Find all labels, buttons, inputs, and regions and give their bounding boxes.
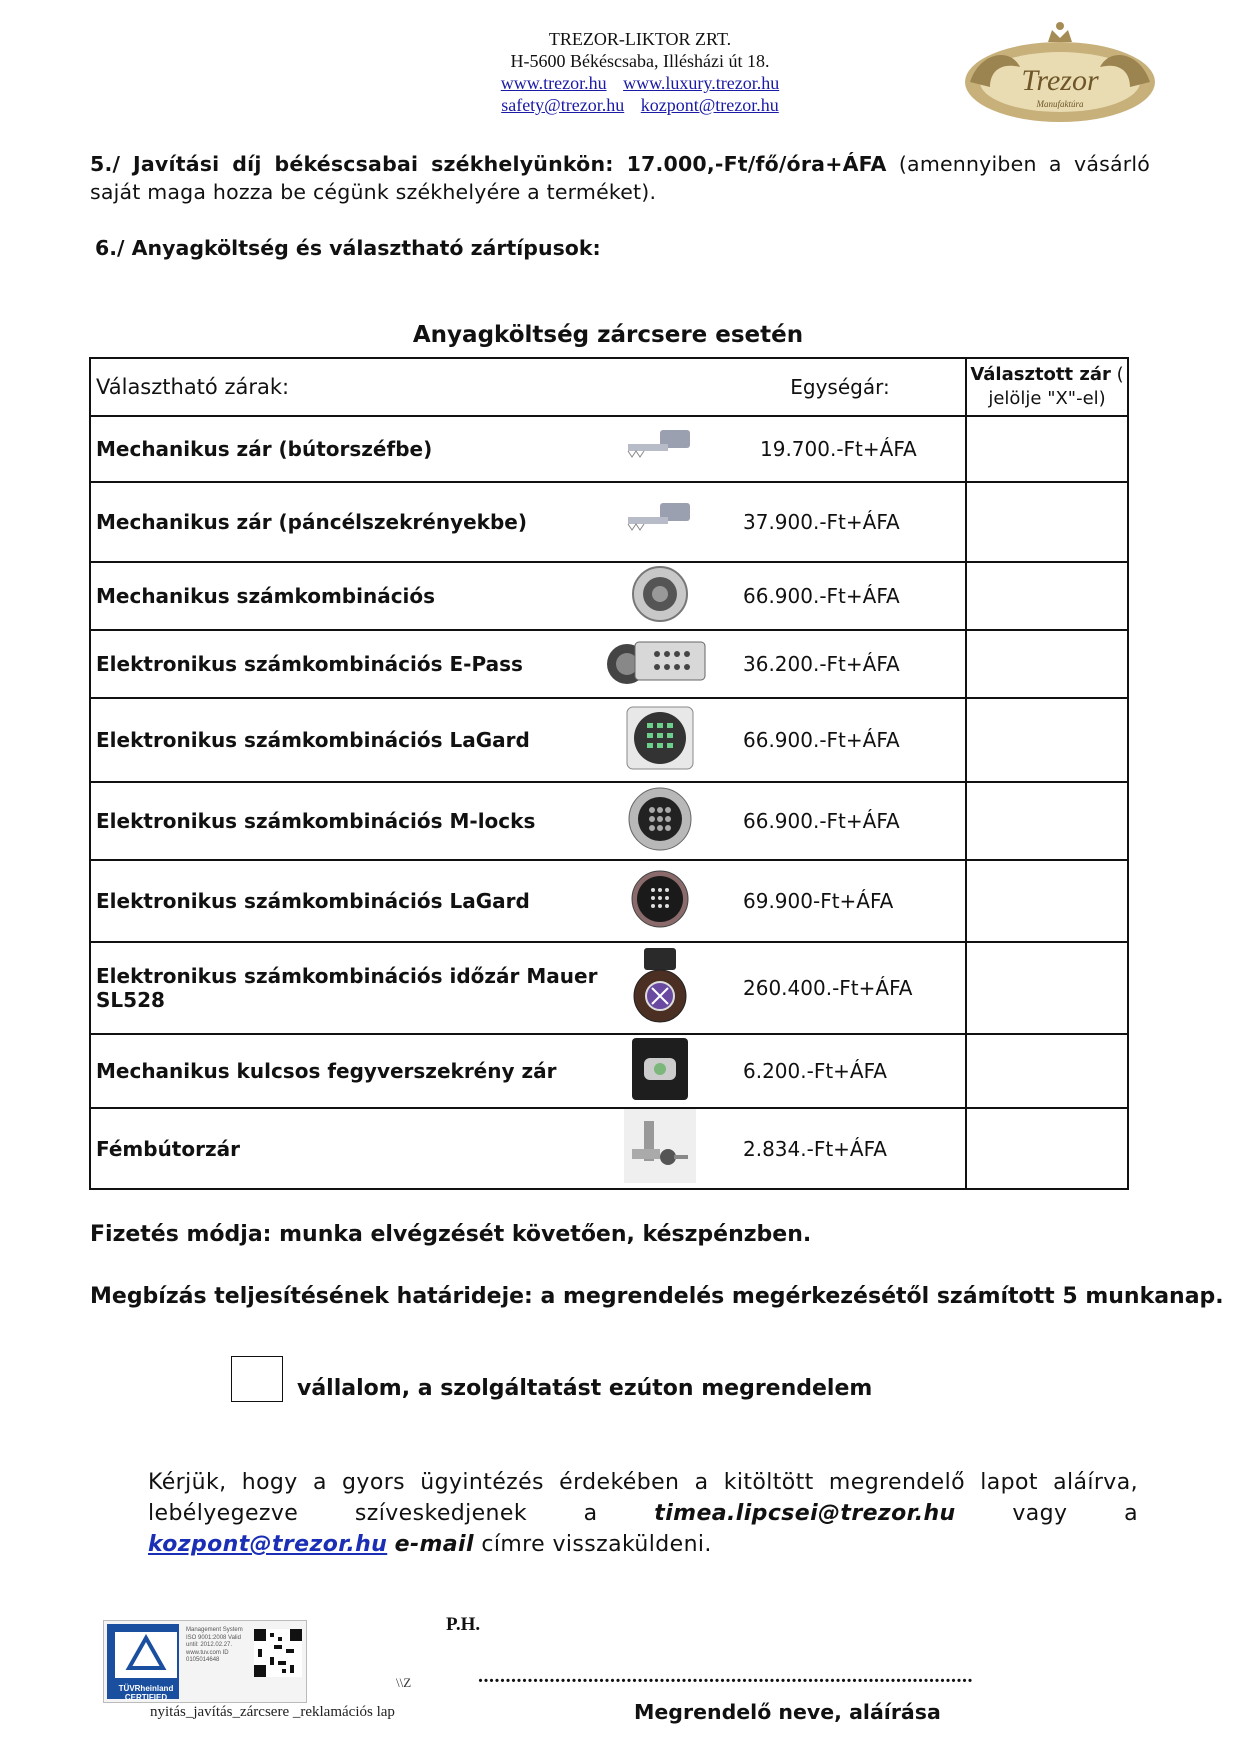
table-row xyxy=(90,482,1128,562)
touch-keypad-icon xyxy=(605,860,715,942)
tuv-triangle-icon xyxy=(115,1632,177,1678)
choice-cell[interactable] xyxy=(966,562,1128,630)
lock-price: 6.200.-Ft+ÁFA xyxy=(715,1034,966,1108)
lock-price: 69.900-Ft+ÁFA xyxy=(715,860,966,942)
col-locks-header: Választható zárak: xyxy=(90,358,605,416)
lock-name: Mechanikus zár (páncélszekrényekbe) xyxy=(90,482,605,562)
safety-email-link[interactable]: safety@trezor.hu xyxy=(501,95,625,115)
choice-cell[interactable] xyxy=(966,782,1128,860)
kozpont-email-link[interactable]: kozpont@trezor.hu xyxy=(148,1532,388,1557)
key-icon xyxy=(605,416,715,482)
choice-cell[interactable] xyxy=(966,630,1128,698)
company-name: TREZOR-LIKTOR ZRT. xyxy=(548,29,732,49)
keypad-lock-icon xyxy=(605,698,715,782)
lock-price: 19.700.-Ft+ÁFA xyxy=(715,416,966,482)
stamp-placeholder: P.H. xyxy=(446,1614,481,1635)
lock-name: Fémbútorzár xyxy=(90,1108,605,1189)
lock-price: 2.834.-Ft+ÁFA xyxy=(715,1108,966,1189)
luxury-website-link[interactable]: www.luxury.trezor.hu xyxy=(623,73,780,93)
payment-method: Fizetés módja: munka elvégzését követően, készpénzben. xyxy=(90,1222,812,1247)
table-header-row xyxy=(90,358,1128,416)
lock-price: 260.400.-Ft+ÁFA xyxy=(715,942,966,1034)
svg-text:Manufaktúra: Manufaktúra xyxy=(1036,99,1084,109)
choice-cell[interactable] xyxy=(966,698,1128,782)
deadline-text: Megbízás teljesítésének határideje: a megrendelés megérkezésétől számított 5 munkanap. xyxy=(90,1284,1224,1309)
lock-name: Elektronikus számkombinációs M-locks xyxy=(90,782,605,860)
lock-name: Mechanikus zár (bútorszéfbe) xyxy=(90,416,605,482)
repair-fee-price: 17.000,-Ft/fő/óra+ÁFA xyxy=(626,152,887,176)
kozpont-email-link[interactable]: kozpont@trezor.hu xyxy=(640,95,779,115)
company-address: H-5600 Békéscsaba, Illésházi út 18. xyxy=(510,51,770,71)
lock-price: 66.900.-Ft+ÁFA xyxy=(715,698,966,782)
lock-price: 66.900.-Ft+ÁFA xyxy=(715,562,966,630)
lock-price: 36.200.-Ft+ÁFA xyxy=(715,630,966,698)
trezor-logo xyxy=(960,12,1160,127)
lock-name: Elektronikus számkombinációs időzár Mauer SL528 xyxy=(90,942,605,1034)
choice-cell[interactable] xyxy=(966,860,1128,942)
accept-label: vállalom, a szolgáltatást ezúton megrendelem xyxy=(297,1376,873,1401)
file-name: nyitás_javítás_zárcsere _reklamációs lap xyxy=(150,1704,395,1720)
request-paragraph: Kérjük, hogy a gyors ügyintézés érdekében a kitöltött megrendelő lapot aláírva, lebélyegezve szíveskedjenek a timea.lipcsei@trezor.hu vagy a kozpont@trezor.hu e-mail címre visszaküldeni. xyxy=(148,1470,1138,1557)
lock-price: 37.900.-Ft+ÁFA xyxy=(715,482,966,562)
lock-name: Mechanikus számkombinációs xyxy=(90,562,605,630)
timelock-keypad-icon xyxy=(605,942,715,1034)
table-row xyxy=(90,1034,1128,1108)
svg-text:Trezor: Trezor xyxy=(1021,64,1099,97)
table-title: Anyagköltség zárcsere esetén xyxy=(412,322,804,348)
table-row xyxy=(90,698,1128,782)
gun-safe-lock-icon xyxy=(605,1034,715,1108)
keypad-handle-icon xyxy=(605,630,715,698)
email-links xyxy=(440,94,840,116)
choice-cell[interactable] xyxy=(966,416,1128,482)
cam-lock-icon xyxy=(605,1108,715,1189)
timea-email: timea.lipcsei@trezor.hu xyxy=(654,1501,956,1526)
tuv-certificate-badge: TÜVRheinland CERTIFIED Management System ISO 9001:2008 Valid until: 2012.02.27. www.tuv.com ID 0105014648 xyxy=(103,1620,307,1703)
lock-price-table xyxy=(89,357,1129,1190)
lock-name: Mechanikus kulcsos fegyverszekrény zár xyxy=(90,1034,605,1108)
choice-cell[interactable] xyxy=(966,482,1128,562)
file-path-fragment: \\Z xyxy=(396,1675,412,1690)
lock-name: Elektronikus számkombinációs LaGard xyxy=(90,860,605,942)
website-link[interactable]: www.trezor.hu xyxy=(500,73,607,93)
table-row xyxy=(90,562,1128,630)
dial-lock-icon xyxy=(605,562,715,630)
repair-fee-label: 5./ Javítási díj békéscsabai székhelyünkön xyxy=(90,152,606,176)
section6-heading: 6./ Anyagköltség és választható zártípusok: xyxy=(95,236,601,260)
table-row xyxy=(90,942,1128,1034)
order-checkbox[interactable] xyxy=(231,1356,283,1402)
signature-line: .......................................................................................... xyxy=(478,1665,973,1687)
table-row xyxy=(90,416,1128,482)
key-icon xyxy=(605,482,715,562)
lock-name: Elektronikus számkombinációs E-Pass xyxy=(90,630,605,698)
qr-code-icon xyxy=(254,1629,302,1677)
col-price-header: Egységár: xyxy=(715,358,966,416)
choice-cell[interactable] xyxy=(966,1108,1128,1189)
lock-price: 66.900.-Ft+ÁFA xyxy=(715,782,966,860)
repair-fee-paragraph: 5./ Javítási díj békéscsabai székhelyünkön: 17.000,-Ft/fő/óra+ÁFA (amennyiben a vásárló saját maga hozza be cégünk székhelyére a terméket). xyxy=(90,152,1150,204)
col-mark-header: Választott zár ( jelölje "X"-el) xyxy=(966,358,1128,416)
choice-cell[interactable] xyxy=(966,1034,1128,1108)
table-row xyxy=(90,860,1128,942)
table-row xyxy=(90,1108,1128,1189)
company-header xyxy=(440,28,840,116)
round-keypad-icon xyxy=(605,782,715,860)
choice-cell[interactable] xyxy=(966,942,1128,1034)
table-row xyxy=(90,630,1128,698)
web-links xyxy=(440,72,840,94)
table-row xyxy=(90,782,1128,860)
signature-label: Megrendelő neve, aláírása xyxy=(634,1700,941,1724)
repair-fee-note: (amennyiben a vásárló saját maga hozza be cégünk székhelyére a terméket). xyxy=(90,152,1150,204)
lock-name: Elektronikus számkombinációs LaGard xyxy=(90,698,605,782)
